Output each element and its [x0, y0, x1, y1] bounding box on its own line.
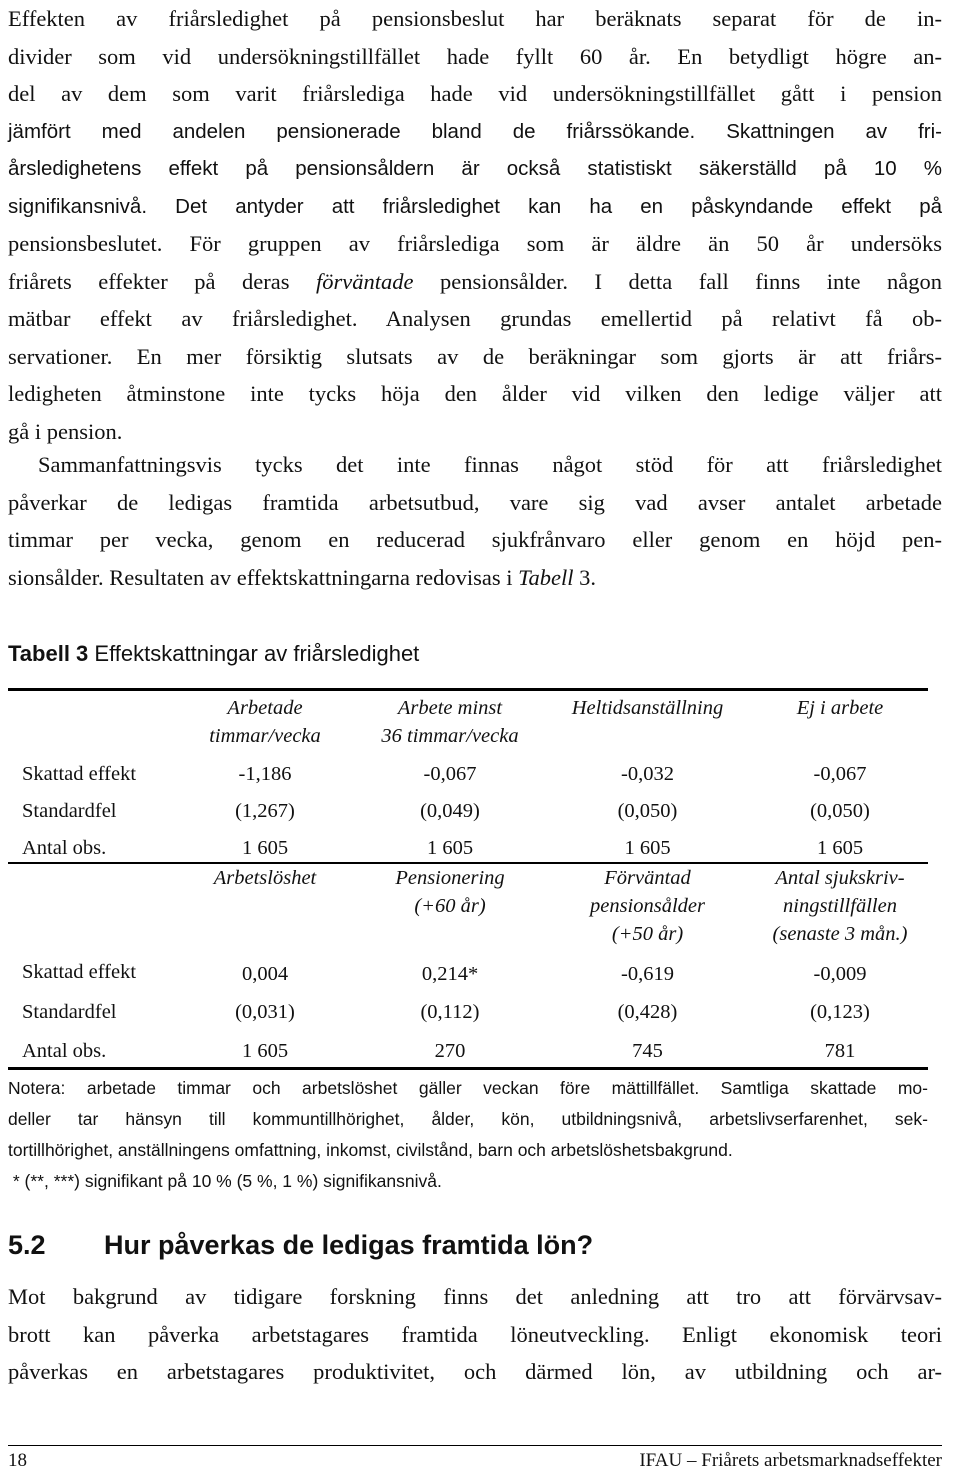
table-cell: -1,186: [238, 763, 292, 785]
row-label-estimate: Skattad effekt: [22, 961, 137, 983]
header-line: 36 timmar/vecka: [381, 725, 519, 747]
table-cell: -0,032: [621, 763, 674, 785]
table-cell: (0,428): [617, 1001, 678, 1023]
table-notes: [8, 1073, 928, 1197]
table-cell: 270: [434, 1040, 466, 1062]
header-line: (senaste 3 mån.): [772, 923, 908, 945]
header-line: Antal sjukskriv-: [775, 867, 905, 889]
table-cell: (0,050): [810, 800, 870, 822]
text-line: ledigheten åtminstone inte tycks höja den ålder vid vilken den ledige väljer att: [8, 381, 942, 406]
table-title: [8, 641, 419, 667]
text-line: del av dem som varit friårslediga hade vid undersökningstillfället gått i pension: [8, 81, 942, 106]
text-line: gå i pension.: [8, 418, 123, 444]
running-title: IFAU – Friårets arbetsmarknadseffekter: [639, 1450, 942, 1471]
text-line: Effekten av friårsledighet på pensionsbeslut har beräknats separat för de in-: [8, 6, 942, 31]
text-line: timmar per vecka, genom en reducerad sjukfrånvaro eller genom en höjd pen-: [8, 527, 942, 552]
text-line: brott kan påverka arbetstagares framtida löneutveckling. Enligt ekonomisk teori: [8, 1321, 942, 1347]
note-line: tortillhörighet, anställningens omfattning, inkomst, civilstånd, barn och arbetslöshetsbakgrund.: [8, 1140, 733, 1160]
header-line: (+60 år): [414, 895, 486, 917]
text-line: divider som vid undersökningstillfället hade fyllt 60 år. En betydligt högre an-: [8, 43, 942, 69]
header-line: Heltidsanställning: [571, 697, 724, 719]
row-label-estimate: Skattad effekt: [22, 763, 137, 785]
text-line: Sammanfattningsvis tycks det inte finnas något stöd för att friårsledighet: [38, 452, 942, 477]
text-line: påverkas en arbetstagares produktivitet, och därmed lön, av utbildning och ar-: [8, 1359, 942, 1384]
header-line: pensionsålder: [589, 895, 706, 917]
table-cell: 1 605: [241, 837, 289, 859]
header-line: Arbete minst: [397, 697, 503, 719]
header-line: Pensionering: [395, 867, 505, 889]
row-label-nobs: Antal obs.: [22, 837, 107, 859]
table-caption: Effektskattningar av friårsledighet: [88, 641, 420, 666]
table-top-rule: [8, 688, 928, 691]
paragraph-wages: [8, 1278, 942, 1391]
header-line: Arbetade: [227, 697, 303, 719]
text-segment: pensionsålder. I detta fall finns inte någon: [413, 268, 942, 294]
section-title: Hur påverkas de ledigas framtida lön?: [104, 1230, 594, 1260]
table-cell: (0,049): [420, 800, 480, 822]
text-line-mixed: [8, 559, 942, 597]
note-line: deller tar hänsyn till kommuntillhörighet, ålder, kön, utbildningsnivå, arbetslivserfarenhet, sek-: [8, 1109, 928, 1129]
note-line: Notera: arbetade timmar och arbetslöshet gäller veckan före mättillfället. Samtliga skattade mo-: [8, 1078, 928, 1098]
header-line: Förväntad: [604, 867, 691, 889]
row-label-stderr: Standardfel: [22, 800, 117, 822]
section-number: 5.2: [8, 1230, 46, 1260]
col-header-hours: [200, 694, 330, 750]
emphasis-text: förväntade: [315, 268, 414, 294]
text-line-mixed: [8, 263, 942, 301]
col-header-min-36h: [365, 694, 535, 750]
table-cell: 0,214*: [421, 963, 479, 985]
text-line: årsledighetens effekt på pensionsåldern är också statistiskt säkerställd på 10 %: [8, 157, 942, 180]
table-cell: (0,050): [617, 800, 678, 822]
col-header-retirement: [365, 864, 535, 920]
table-cell: -0,619: [621, 963, 674, 985]
row-label-nobs: Antal obs.: [22, 1040, 107, 1062]
table-cell: -0,067: [423, 763, 477, 785]
header-line: timmar/vecka: [209, 725, 321, 747]
table-reference: Tabell: [518, 564, 574, 590]
table-cell: 0,004: [241, 963, 289, 985]
table-number: Tabell 3: [8, 641, 89, 666]
paragraph-summary: [8, 446, 942, 596]
header-line: (+50 år): [611, 923, 684, 945]
col-header-sick-leave: [760, 864, 920, 948]
table-cell: (0,123): [810, 1001, 870, 1023]
footer-rule: [8, 1445, 942, 1446]
table-cell: 781: [824, 1040, 856, 1062]
text-segment: sionsålder. Resultaten av effektskattningarna redovisas i: [8, 564, 519, 590]
header-line: ningstillfällen: [783, 895, 897, 917]
note-line: * (**, ***) signifikant på 10 % (5 %, 1 %) signifikansnivå.: [8, 1171, 442, 1191]
text-line: pensionsbeslutet. För gruppen av friårslediga som är äldre än 50 år undersöks: [8, 231, 942, 256]
table-cell: (0,031): [235, 1001, 295, 1023]
paragraph-pension: [8, 0, 942, 450]
text-segment: friårets effekter på deras: [8, 268, 316, 294]
section-heading: [8, 1230, 593, 1261]
table-cell: 1 605: [241, 1040, 289, 1062]
text-line: signifikansnivå. Det antyder att friårsledighet kan ha en påskyndande effekt på: [8, 194, 942, 218]
col-header-unemployment: [185, 864, 345, 892]
col-header-fulltime: [550, 694, 745, 722]
table-cell: (1,267): [235, 800, 295, 822]
table-cell: -0,067: [813, 763, 867, 785]
table-cell: (0,112): [420, 1001, 480, 1023]
text-segment: 3.: [573, 564, 597, 590]
text-line: servationer. En mer försiktig slutsats av de beräkningar som gjorts är att friårs-: [8, 343, 942, 369]
col-header-expected-age: [550, 864, 745, 948]
table-cell: 1 605: [816, 837, 864, 859]
text-line: Mot bakgrund av tidigare forskning finns det anledning att tro att förvärvsav-: [8, 1284, 942, 1309]
table-cell: -0,009: [813, 963, 867, 985]
text-line: mätbar effekt av friårsledighet. Analysen grundas emellertid på relativt få ob-: [8, 306, 942, 331]
table-cell: 1 605: [426, 837, 474, 859]
row-label-stderr: Standardfel: [22, 1001, 117, 1023]
text-line: jämfört med andelen pensionerade bland de friårssökande. Skattningen av fri-: [8, 119, 942, 143]
table-cell: 1 605: [624, 837, 671, 859]
table-cell: 745: [632, 1040, 663, 1062]
table-bottom-rule: [8, 1067, 928, 1070]
text-line: påverkar de ledigas framtida arbetsutbud, vare sig vad avser antalet arbetade: [8, 489, 942, 515]
header-line: Ej i arbete: [796, 697, 884, 719]
page-number: 18: [8, 1450, 27, 1471]
col-header-not-working: [770, 694, 910, 722]
header-line: Arbetslöshet: [213, 867, 317, 889]
